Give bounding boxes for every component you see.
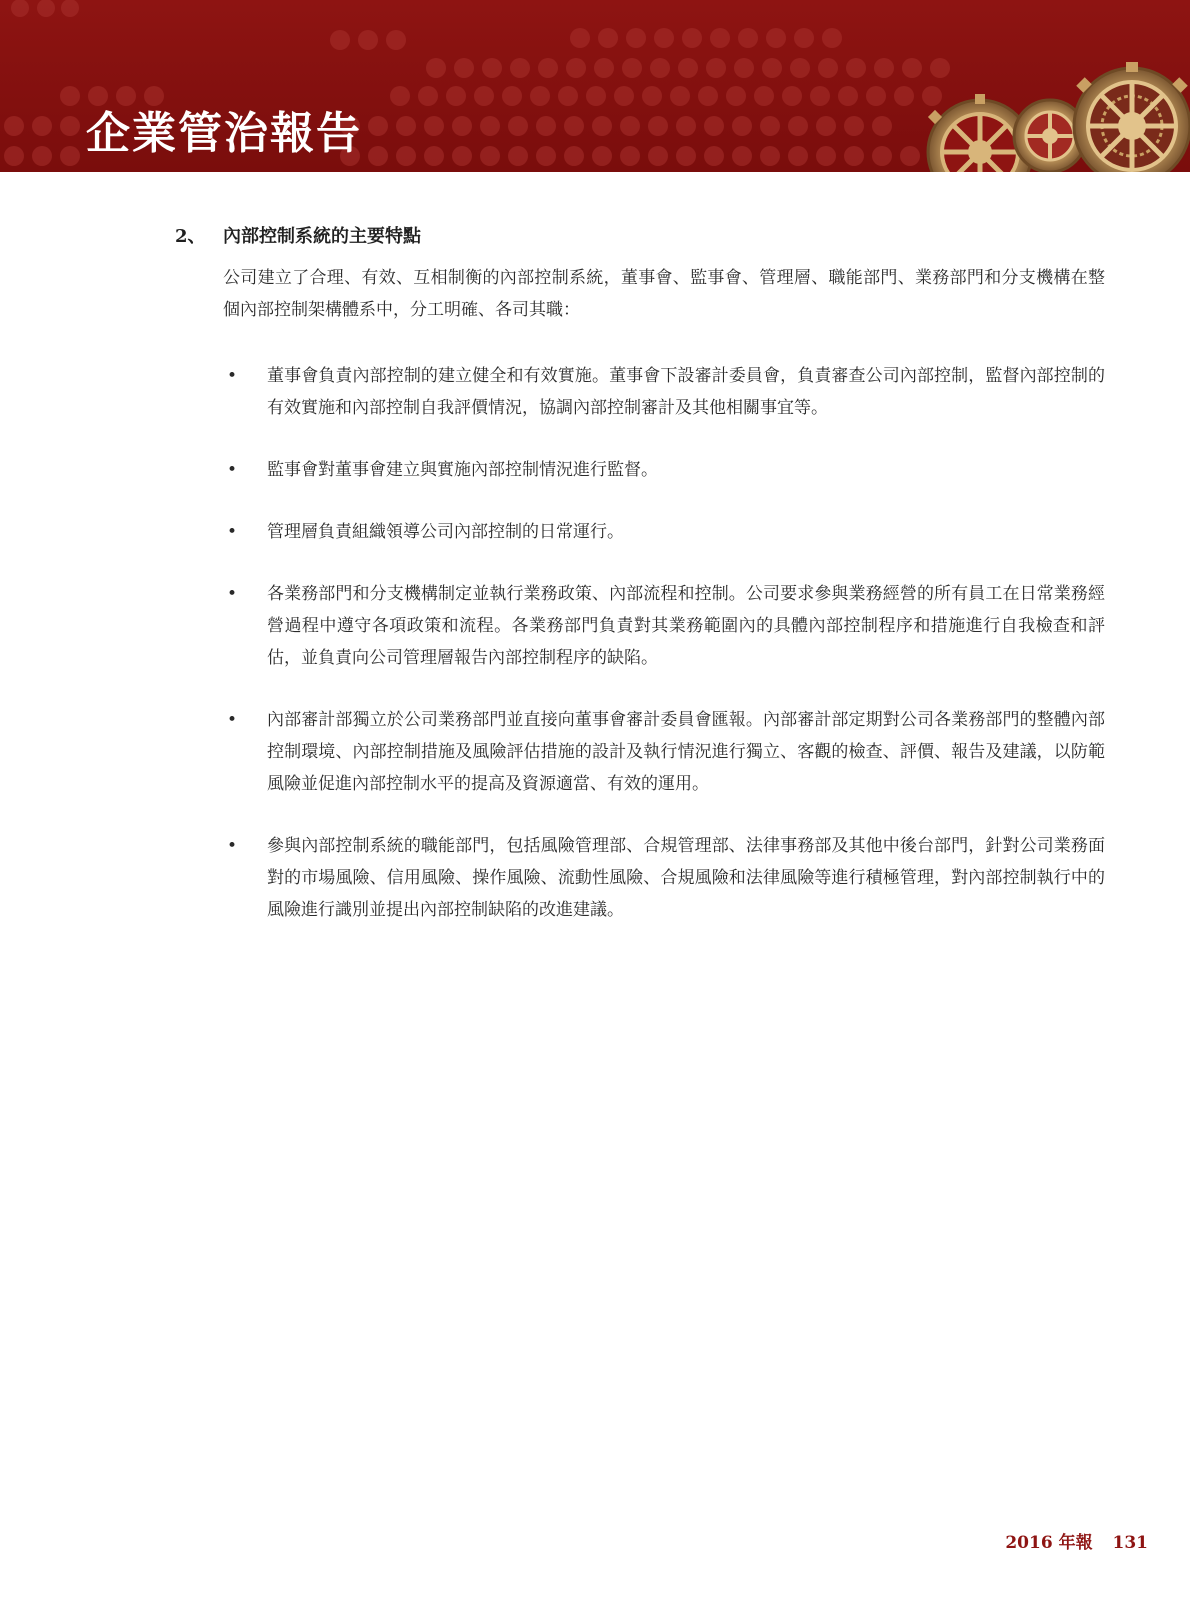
header-banner xyxy=(0,0,1190,172)
list-item xyxy=(223,516,1105,548)
list-item xyxy=(223,360,1105,424)
bullet-icon: • xyxy=(227,710,238,730)
page-title: 企業管治報告 xyxy=(86,108,362,159)
list-item-text: 參與內部控制系統的職能部門，包括風險管理部、合規管理部、法律事務部及其他中後台部門，針對公司業務面對的市場風險、信用風險、操作風險、流動性風險、合規風險和法律風險等進行積極管理，對內部控制執行中的風險進行識別並提出內部控制缺陷的改進建議。 xyxy=(267,836,1105,920)
gears-icon xyxy=(920,40,1190,172)
list-item xyxy=(223,578,1105,674)
page-footer xyxy=(1005,1528,1148,1553)
bullet-list xyxy=(223,360,1105,926)
main-content xyxy=(175,222,1105,956)
list-item-text: 內部審計部獨立於公司業務部門並直接向董事會審計委員會匯報。內部審計部定期對公司各業務部門的整體內部控制環境、內部控制措施及風險評估措施的設計及執行情況進行獨立、客觀的檢查、評價、報告及建議，以防範風險並促進內部控制水平的提高及資源適當、有效的運用。 xyxy=(267,710,1105,794)
list-item-text: 管理層負責組織領導公司內部控制的日常運行。 xyxy=(267,522,624,542)
bullet-icon: • xyxy=(227,584,238,604)
list-item-text: 董事會負責內部控制的建立健全和有效實施。董事會下設審計委員會，負責審查公司內部控制，監督內部控制的有效實施和內部控制自我評價情況，協調內部控制審計及其他相關事宜等。 xyxy=(267,366,1105,418)
page-number: 131 xyxy=(1112,1533,1148,1553)
bullet-icon: • xyxy=(227,836,238,856)
section-heading xyxy=(175,222,1105,248)
section-number: 2、 xyxy=(175,226,206,247)
intro-paragraph: 公司建立了合理、有效、互相制衡的內部控制系統，董事會、監事會、管理層、職能部門、業務部門和分支機構在整個內部控制架構體系中，分工明確、各司其職： xyxy=(223,268,1105,320)
report-year-label: 2016 年報 xyxy=(1005,1533,1093,1553)
list-item-text: 各業務部門和分支機構制定並執行業務政策、內部流程和控制。公司要求參與業務經營的所有員工在日常業務經營過程中遵守各項政策和流程。各業務部門負責對其業務範圍內的具體內部控制程序和措施進行自我檢查和評估，並負責向公司管理層報告內部控制程序的缺陷。 xyxy=(267,584,1105,668)
list-item xyxy=(223,704,1105,800)
bullet-icon: • xyxy=(227,366,238,386)
list-item xyxy=(223,830,1105,926)
bullet-icon: • xyxy=(227,460,238,480)
list-item-text: 監事會對董事會建立與實施內部控制情況進行監督。 xyxy=(267,460,658,480)
list-item xyxy=(223,454,1105,486)
section-title: 內部控制系統的主要特點 xyxy=(223,226,421,247)
bullet-icon: • xyxy=(227,522,238,542)
